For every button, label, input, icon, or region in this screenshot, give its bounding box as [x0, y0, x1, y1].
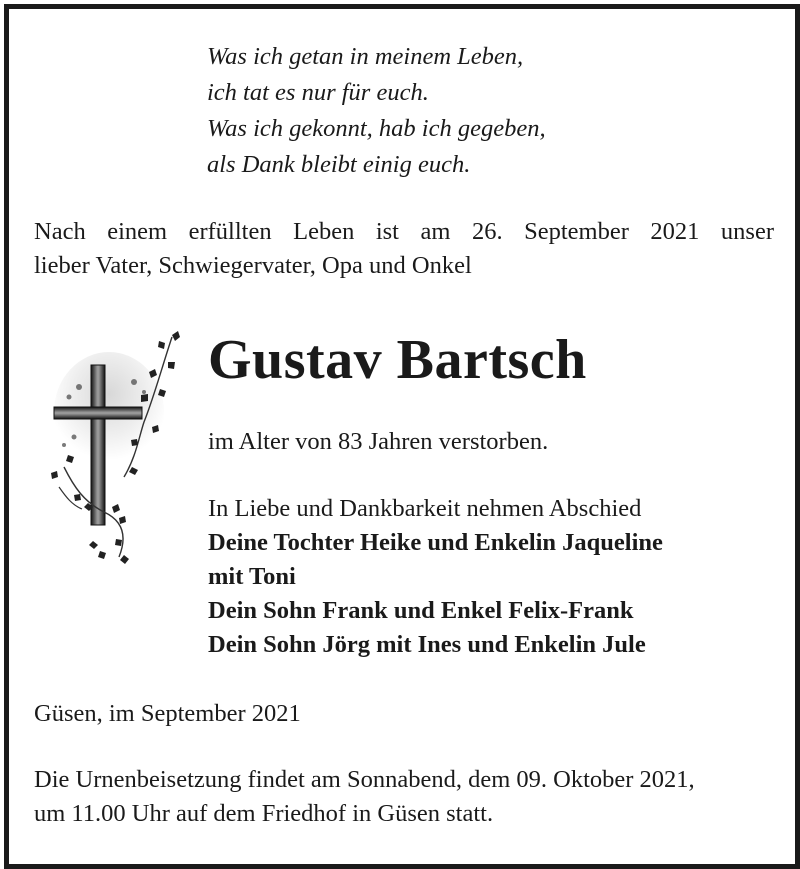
intro-line: Nach einem erfüllten Leben ist am 26. September 2021 unser	[34, 218, 774, 245]
poem-line: ich tat es nur für euch.	[207, 79, 429, 106]
mourner-line: Dein Sohn Jörg mit Ines und Enkelin Jule	[208, 631, 646, 658]
mourner-line: Dein Sohn Frank und Enkel Felix-Frank	[208, 597, 634, 624]
poem-line: Was ich getan in meinem Leben,	[207, 43, 524, 70]
obituary-notice	[4, 4, 800, 869]
cross-with-ivy-icon	[44, 327, 189, 577]
poem-line: als Dank bleibt einig euch.	[207, 151, 471, 178]
poem	[207, 39, 546, 183]
intro-text	[34, 215, 774, 283]
mourner-line: Deine Tochter Heike und Enkelin Jaqueline	[208, 529, 663, 556]
deceased-name: Gustav Bartsch	[208, 329, 587, 391]
burial-line: Die Urnenbeisetzung findet am Sonnabend, dem 09. Oktober 2021,	[34, 766, 695, 793]
poem-line: Was ich gekonnt, hab ich gegeben,	[207, 115, 546, 142]
place-date: Güsen, im September 2021	[34, 700, 301, 727]
farewell-lead: In Liebe und Dankbarkeit nehmen Abschied	[208, 495, 642, 522]
mourner-line: mit Toni	[208, 563, 296, 590]
intro-line: lieber Vater, Schwiegervater, Opa und Onkel	[34, 252, 472, 279]
age-text: im Alter von 83 Jahren verstorben.	[208, 428, 549, 455]
burial-line: um 11.00 Uhr auf dem Friedhof in Güsen statt.	[34, 800, 494, 827]
farewell-block	[208, 492, 663, 662]
burial-info	[34, 763, 695, 831]
